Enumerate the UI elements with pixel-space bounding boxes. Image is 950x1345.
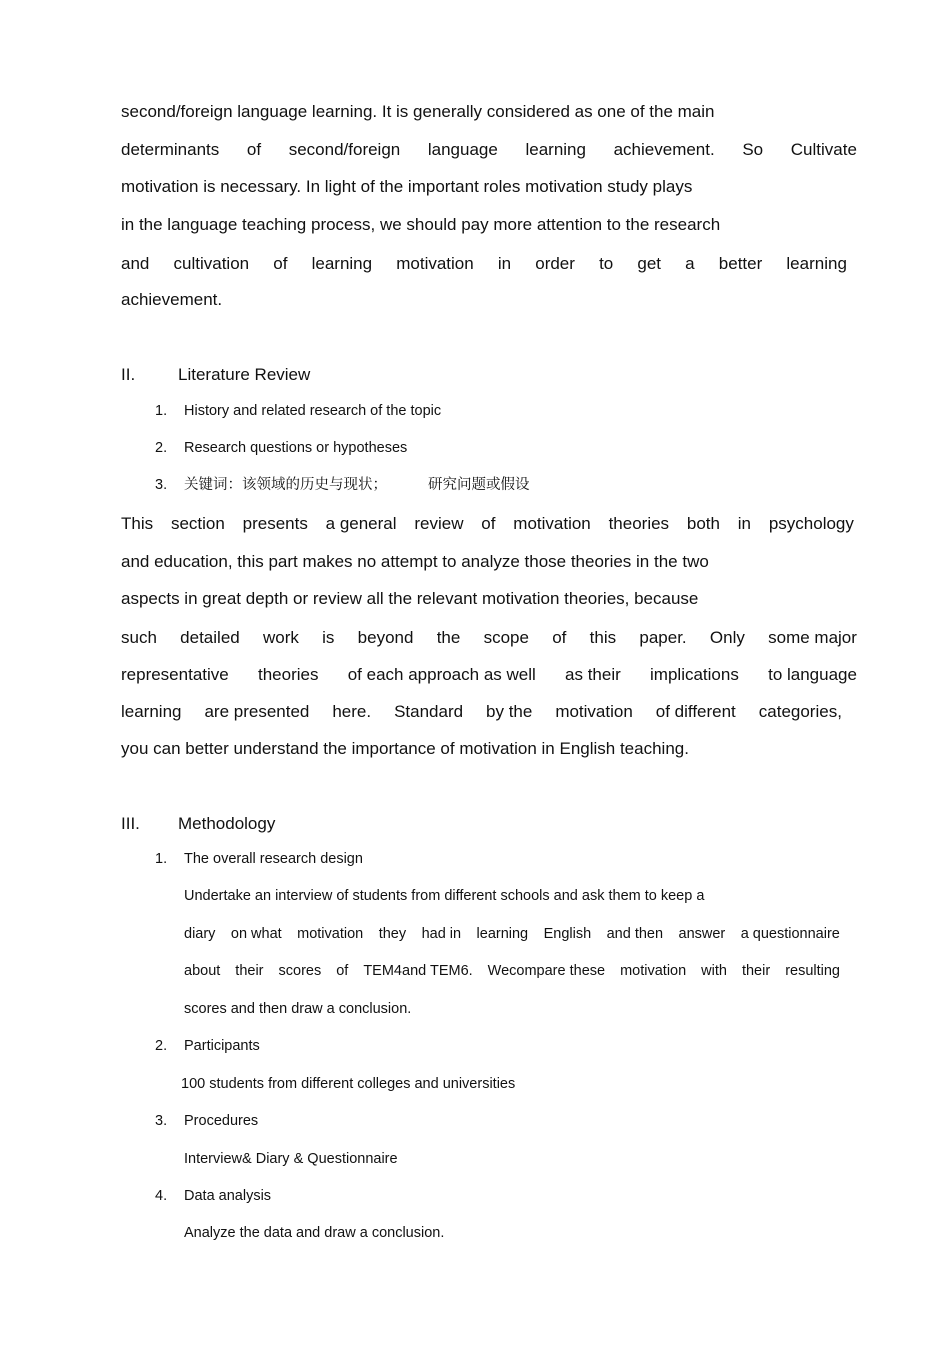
item-text: History and related research of the topic: [184, 403, 442, 419]
word: determinants: [121, 140, 220, 159]
word: motivation: [297, 926, 364, 942]
word: their: [235, 963, 264, 979]
word: of: [336, 963, 349, 979]
word: and: [121, 254, 150, 273]
data-analysis-text: Analyze the data and draw a conclusion.: [184, 1225, 445, 1241]
section-title: Methodology: [178, 814, 276, 833]
intro-line-6: achievement.: [121, 290, 223, 309]
intro-line-3: motivation is necessary. In light of the important roles motivation study plays: [121, 177, 693, 196]
word: order: [535, 254, 575, 273]
word: categories,: [758, 702, 842, 721]
word: get: [637, 254, 662, 273]
word: this: [589, 628, 617, 647]
word: motivation: [620, 963, 687, 979]
word: learning: [476, 926, 529, 942]
item-title: Participants: [184, 1038, 260, 1054]
word: Only: [709, 628, 745, 647]
section-number: III.: [121, 814, 140, 833]
word: learning: [786, 254, 847, 273]
word: motivation: [555, 702, 633, 721]
design-line-2: [184, 927, 840, 942]
word: second/foreign: [288, 140, 401, 159]
lit-para-line-6: [121, 703, 842, 720]
word: of different: [655, 702, 736, 721]
word: a: [685, 254, 695, 273]
item-number: 2.: [155, 1038, 168, 1054]
lit-para-line-7: you can better understand the importance of motivation in English teaching.: [121, 739, 689, 758]
procedures-text: Interview& Diary & Questionnaire: [184, 1151, 398, 1167]
word: Standard: [394, 702, 464, 721]
word: So: [742, 140, 764, 159]
word: answer: [678, 926, 726, 942]
word: motivation: [396, 254, 474, 273]
word: had in: [421, 926, 462, 942]
word: with: [701, 963, 727, 979]
word: Cultivate: [790, 140, 857, 159]
word: cultivation: [173, 254, 250, 273]
item-number: 3.: [155, 1113, 168, 1129]
section-title: Literature Review: [178, 365, 311, 384]
item-number: 3.: [155, 477, 168, 493]
design-line-4: scores and then draw a conclusion.: [184, 1001, 412, 1017]
word: section: [170, 514, 225, 533]
lit-para-line-5: [121, 666, 857, 683]
word: scores: [278, 963, 322, 979]
word: TEM4and TEM6.: [363, 963, 473, 979]
item-number: 1.: [155, 851, 168, 867]
lit-para-line-3: aspects in great depth or review all the relevant motivation theories, because: [121, 589, 699, 608]
word: paper.: [639, 628, 687, 647]
word: as their: [565, 665, 621, 684]
word: they: [378, 926, 407, 942]
item-title: The overall research design: [184, 851, 363, 867]
word: of: [481, 514, 496, 533]
intro-line-1: second/foreign language learning. It is generally considered as one of the main: [121, 102, 715, 121]
item-title: Data analysis: [184, 1188, 272, 1204]
lit-para-line-1: [121, 515, 854, 532]
item-text: Research questions or hypotheses: [184, 440, 408, 456]
word: scope: [483, 628, 529, 647]
section-number: II.: [121, 365, 136, 384]
design-line-1: Undertake an interview of students from different schools and ask them to keep a: [184, 888, 705, 904]
word: presents: [242, 514, 308, 533]
item-number: 4.: [155, 1188, 168, 1204]
word: some major: [768, 628, 857, 647]
word: on what: [230, 926, 282, 942]
word: better: [718, 254, 763, 273]
lit-para-line-2: and education, this part makes no attempt to analyze those theories in the two: [121, 552, 709, 571]
word: psychology: [768, 514, 854, 533]
word: their: [741, 963, 771, 979]
word: motivation: [513, 514, 591, 533]
word: representative: [121, 665, 229, 684]
word: of: [273, 254, 288, 273]
item-number: 2.: [155, 440, 168, 456]
word: language: [427, 140, 498, 159]
item-number: 1.: [155, 403, 168, 419]
word: of: [552, 628, 567, 647]
word: are presented: [204, 702, 310, 721]
word: review: [414, 514, 464, 533]
word: the: [436, 628, 461, 647]
word: theories: [608, 514, 670, 533]
intro-line-5: [121, 255, 847, 272]
word: a general: [325, 514, 397, 533]
word: implications: [650, 665, 739, 684]
design-line-3: [184, 964, 840, 979]
word: theories: [257, 665, 319, 684]
word: learning: [311, 254, 373, 273]
word: in: [497, 254, 512, 273]
participants-text: 100 students from different colleges and universities: [181, 1076, 516, 1092]
word: both: [686, 514, 720, 533]
word: of each approach as well: [347, 665, 536, 684]
item-text-secondary: 研究问题或假设: [428, 477, 530, 493]
word: in: [737, 514, 752, 533]
word: learning: [121, 702, 182, 721]
word: such: [121, 628, 157, 647]
word: about: [184, 963, 221, 979]
word: to language: [768, 665, 857, 684]
word: achievement.: [613, 140, 715, 159]
word: and then: [606, 926, 664, 942]
word: of: [246, 140, 262, 159]
word: to: [599, 254, 614, 273]
word: This: [121, 514, 154, 533]
word: here.: [332, 702, 372, 721]
intro-line-4: in the language teaching process, we should pay more attention to the research: [121, 215, 721, 234]
word: beyond: [357, 628, 414, 647]
word: by the: [486, 702, 533, 721]
word: detailed: [180, 628, 240, 647]
item-title: Procedures: [184, 1113, 259, 1129]
word: Wecompare these: [487, 963, 606, 979]
word: is: [322, 628, 335, 647]
word: diary: [184, 926, 216, 942]
word: learning: [525, 140, 586, 159]
item-text: 关键词：该领域的历史与现状；: [184, 477, 387, 493]
lit-para-line-4: [121, 629, 857, 646]
word: English: [543, 926, 592, 942]
word: work: [262, 628, 299, 647]
intro-line-2: [121, 141, 857, 158]
word: a questionnaire: [740, 926, 840, 942]
word: resulting: [785, 963, 840, 979]
